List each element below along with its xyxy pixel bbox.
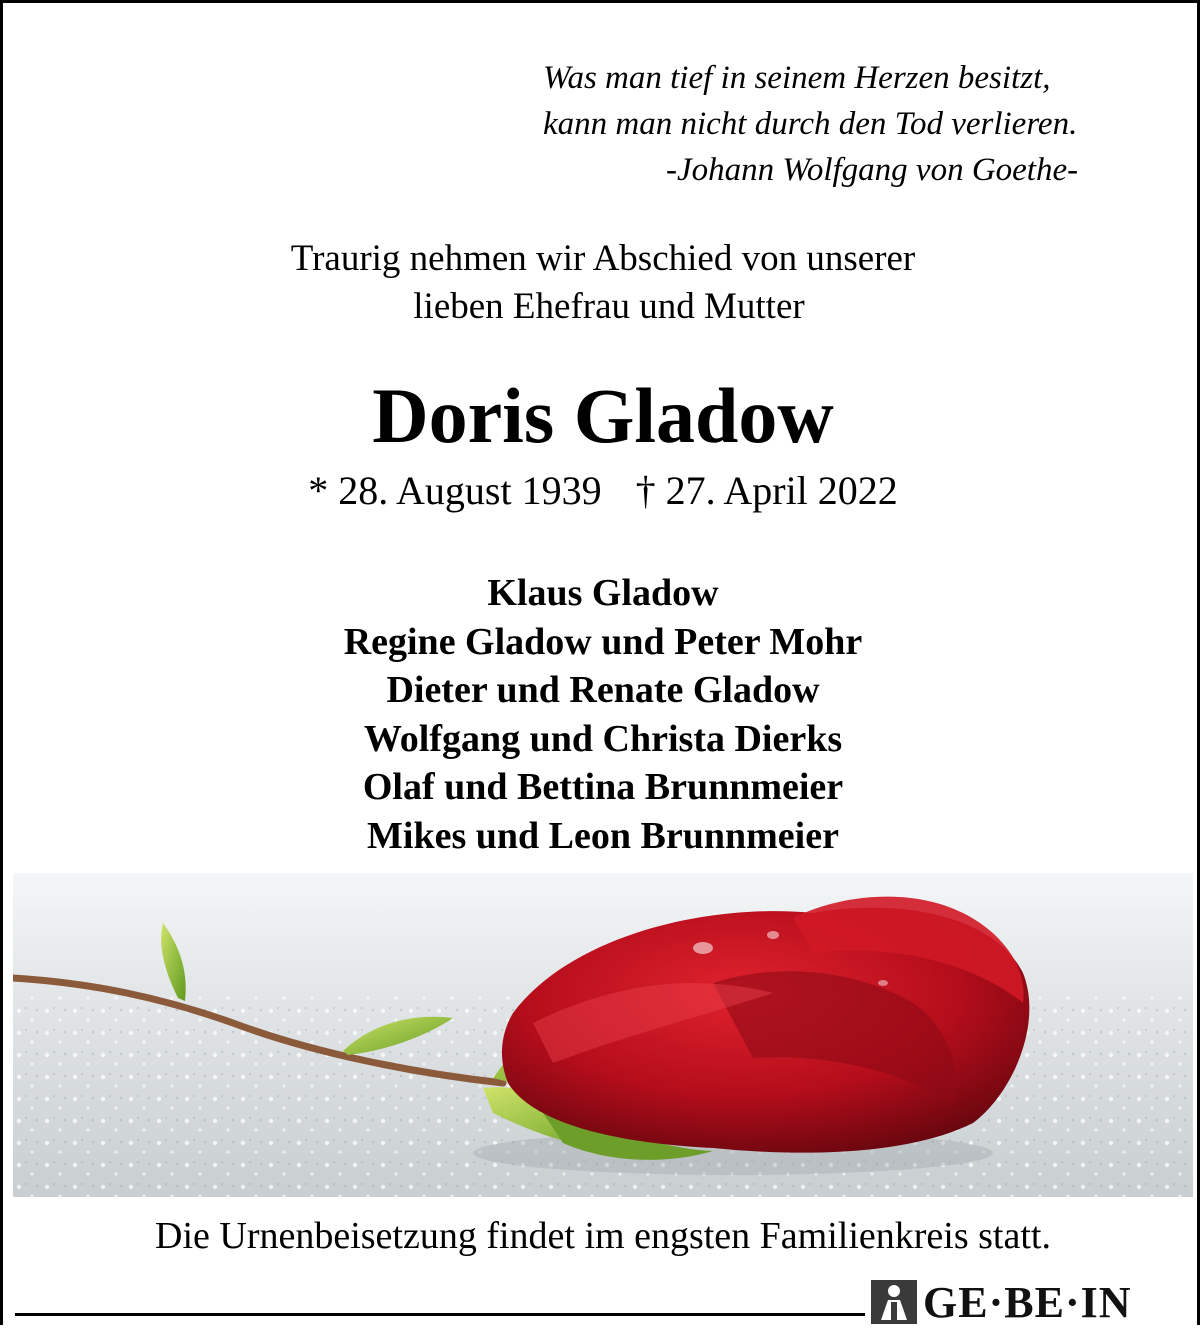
goethe-quote bbox=[473, 55, 1153, 193]
quote-line-1: Was man tief in seinem Herzen besitzt, bbox=[543, 60, 1051, 96]
deceased-name: Doris Gladow bbox=[372, 372, 834, 459]
publisher-logo bbox=[871, 1279, 1132, 1325]
closing-note: Die Urnenbeisetzung findet im engsten Familienkreis statt. bbox=[155, 1215, 1051, 1257]
mourner-line: Dieter und Renate Gladow bbox=[386, 669, 820, 711]
intro-line-2: lieben Ehefrau und Mutter bbox=[413, 286, 805, 327]
mourner-line: Klaus Gladow bbox=[487, 572, 719, 614]
mourner-line: Wolfgang und Christa Dierks bbox=[363, 717, 843, 760]
death-date: † 27. April 2022 bbox=[635, 468, 898, 513]
rose-photo bbox=[13, 873, 1193, 1197]
birth-date: * 28. August 1939 bbox=[308, 468, 602, 513]
mourner-line: Mikes und Leon Brunnmeier bbox=[367, 814, 839, 857]
quote-author: -Johann Wolfgang von Goethe- bbox=[666, 152, 1079, 188]
life-dates bbox=[3, 465, 1200, 517]
mourners-list bbox=[3, 569, 1200, 860]
footer-rule bbox=[15, 1313, 865, 1316]
gebein-mark-icon bbox=[871, 1280, 917, 1324]
mourner-line: Regine Gladow und Peter Mohr bbox=[343, 620, 863, 663]
rose-illustration bbox=[13, 873, 1193, 1197]
publisher-logo-text: GE·BE·IN bbox=[923, 1277, 1132, 1327]
intro-text bbox=[3, 235, 1200, 331]
quote-line-2: kann man nicht durch den Tod verlieren. bbox=[543, 106, 1078, 142]
mourner-line: Olaf und Bettina Brunnmeier bbox=[362, 766, 844, 808]
intro-line-1: Traurig nehmen wir Abschied von unserer bbox=[290, 238, 916, 279]
